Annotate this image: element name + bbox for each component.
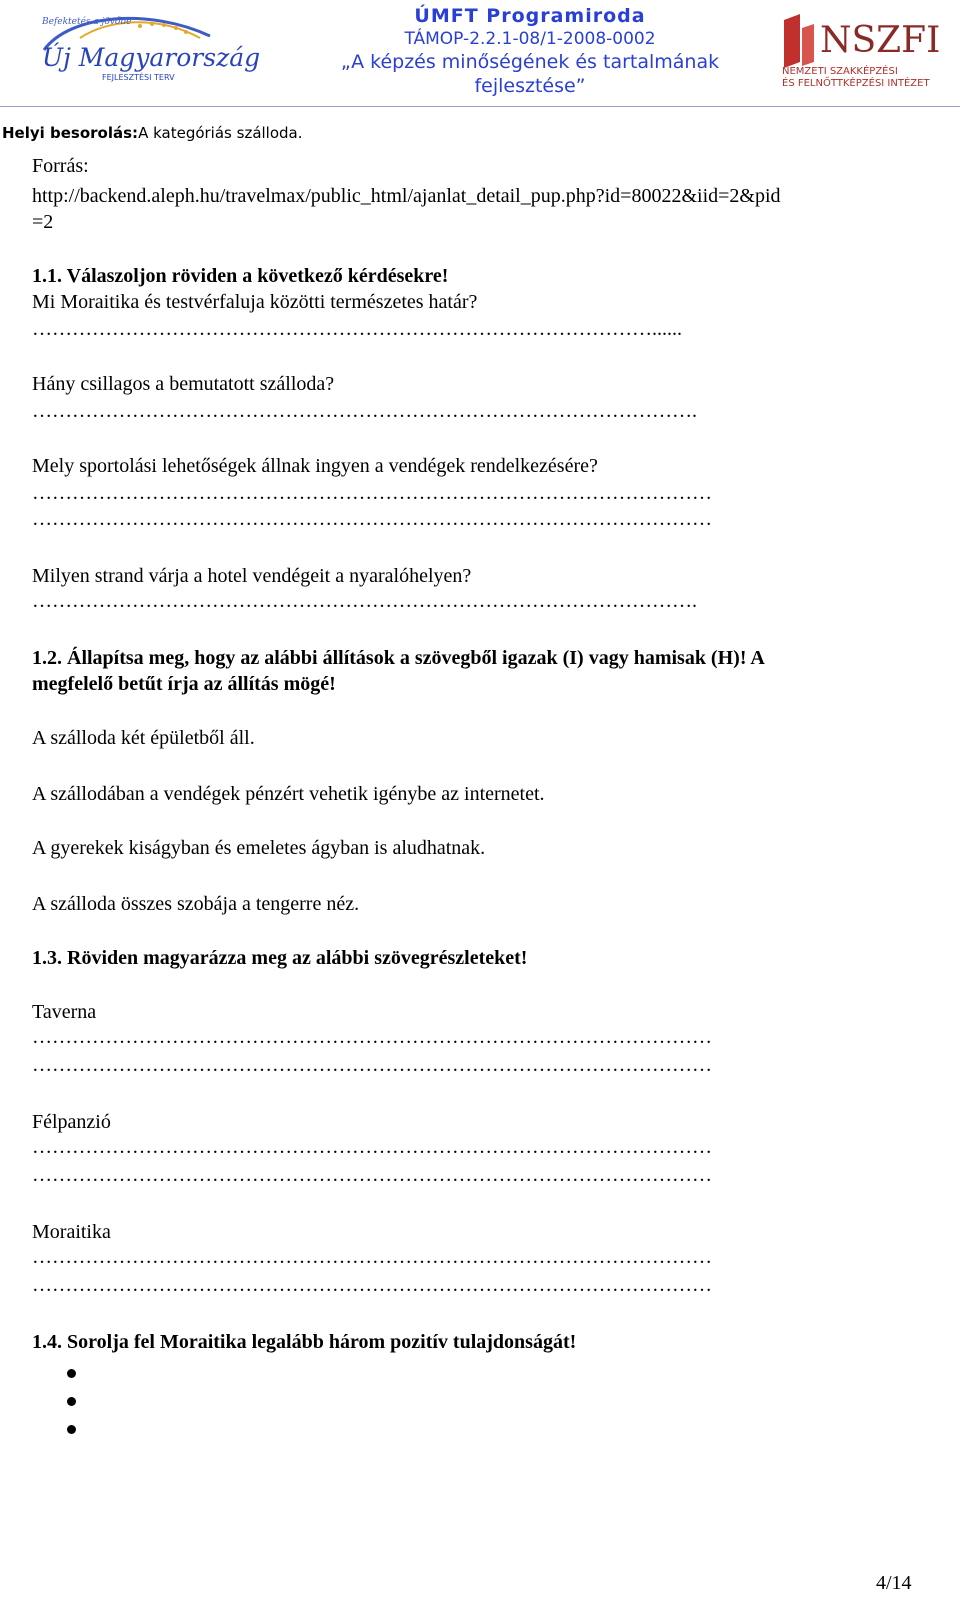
source-label: Forrás: <box>32 155 89 177</box>
term-taverna: Taverna <box>32 1001 97 1023</box>
statement-4: A szálloda összes szobája a tengerre néz. <box>32 893 360 915</box>
answer-line-q3-b[interactable]: ………………………………………………………………………………………… <box>32 508 712 530</box>
section-1-2-title-line1: 1.2. Állapítsa meg, hogy az alábbi állítások a szövegből igazak (I) vagy hamisak (H)! A <box>32 647 765 669</box>
bullet-3 <box>67 1425 76 1434</box>
question-4: Milyen strand várja a hotel vendégeit a nyaralóhelyen? <box>32 565 472 587</box>
source-url-line1: http://backend.aleph.hu/travelmax/public_html/ajanlat_detail_pup.php?id=80022&iid=2&pid <box>32 185 781 207</box>
answer-line-taverna-a[interactable]: ………………………………………………………………………………………… <box>32 1026 712 1048</box>
question-2: Hány csillagos a bemutatott szálloda? <box>32 373 335 395</box>
nszfi-logo <box>780 10 950 88</box>
classification-value: A kategóriás szálloda. <box>138 124 303 142</box>
nszfi-wordmark: NSZFI <box>820 20 941 61</box>
section-1-1-title: 1.1. Válaszoljon röviden a következő kérdésekre! <box>32 265 449 287</box>
term-felpanzio: Félpanzió <box>32 1111 111 1133</box>
answer-line-moraitika-a[interactable]: ………………………………………………………………………………………… <box>32 1246 712 1268</box>
uj-magyarorszag-logo <box>40 10 261 88</box>
page-number: 4/14 <box>876 1572 912 1594</box>
program-code: TÁMOP-2.2.1-08/1-2008-0002 <box>404 29 656 49</box>
logo-name: Új Magyarország <box>42 43 261 72</box>
statement-2: A szállodában a vendégek pénzért vehetik igénybe az internetet. <box>32 783 545 805</box>
nszfi-sub1: NEMZETI SZAKKÉPZÉSI <box>782 66 898 77</box>
bullet-2 <box>67 1397 76 1406</box>
answer-line-felpanzio-b[interactable]: ………………………………………………………………………………………… <box>32 1164 712 1186</box>
section-1-3-title: 1.3. Röviden magyarázza meg az alábbi szövegrészleteket! <box>32 947 528 969</box>
source-url-line2: =2 <box>32 211 54 233</box>
answer-line-q1[interactable]: …………………………………………………………………………………...... <box>32 318 682 340</box>
answer-line-q2[interactable]: ………………………………………………………………………………………. <box>32 400 697 422</box>
section-1-2-title-line2: megfelelő betűt írja az állítás mögé! <box>32 673 336 695</box>
project-title-line2: fejlesztése” <box>474 75 586 97</box>
logo-tagline: Befektetés a jövőbe <box>42 17 132 27</box>
bullet-1 <box>67 1369 76 1378</box>
answer-line-q4[interactable]: ………………………………………………………………………………………. <box>32 590 697 612</box>
classification-label: Helyi besorolás: <box>2 124 139 142</box>
question-3: Mely sportolási lehetőségek állnak ingyen a vendégek rendelkezésére? <box>32 455 598 477</box>
question-1: Mi Moraitika és testvérfaluja közötti természetes határ? <box>32 291 478 313</box>
answer-line-q3-a[interactable]: ………………………………………………………………………………………… <box>32 482 712 504</box>
answer-line-taverna-b[interactable]: ………………………………………………………………………………………… <box>32 1054 712 1076</box>
header-divider <box>0 106 960 107</box>
project-title-line1: „A képzés minőségének és tartalmának <box>340 51 720 73</box>
answer-line-moraitika-b[interactable]: ………………………………………………………………………………………… <box>32 1274 712 1296</box>
header-title-block <box>290 4 770 98</box>
page-header <box>0 0 960 112</box>
statement-3: A gyerekek kiságyban és emeletes ágyban is aludhatnak. <box>32 837 486 859</box>
org-name: ÚMFT Programiroda <box>414 5 646 27</box>
answer-line-felpanzio-a[interactable]: ………………………………………………………………………………………… <box>32 1136 712 1158</box>
section-1-4-title: 1.4. Sorolja fel Moraitika legalább három pozitív tulajdonságát! <box>32 1331 577 1353</box>
statement-1: A szálloda két épületből áll. <box>32 727 255 749</box>
term-moraitika: Moraitika <box>32 1221 111 1243</box>
local-classification <box>2 124 303 142</box>
nszfi-sub2: ÉS FELNŐTTKÉPZÉSI INTÉZET <box>782 78 930 89</box>
logo-sub: FEJLESZTÉSI TERV <box>102 73 175 82</box>
